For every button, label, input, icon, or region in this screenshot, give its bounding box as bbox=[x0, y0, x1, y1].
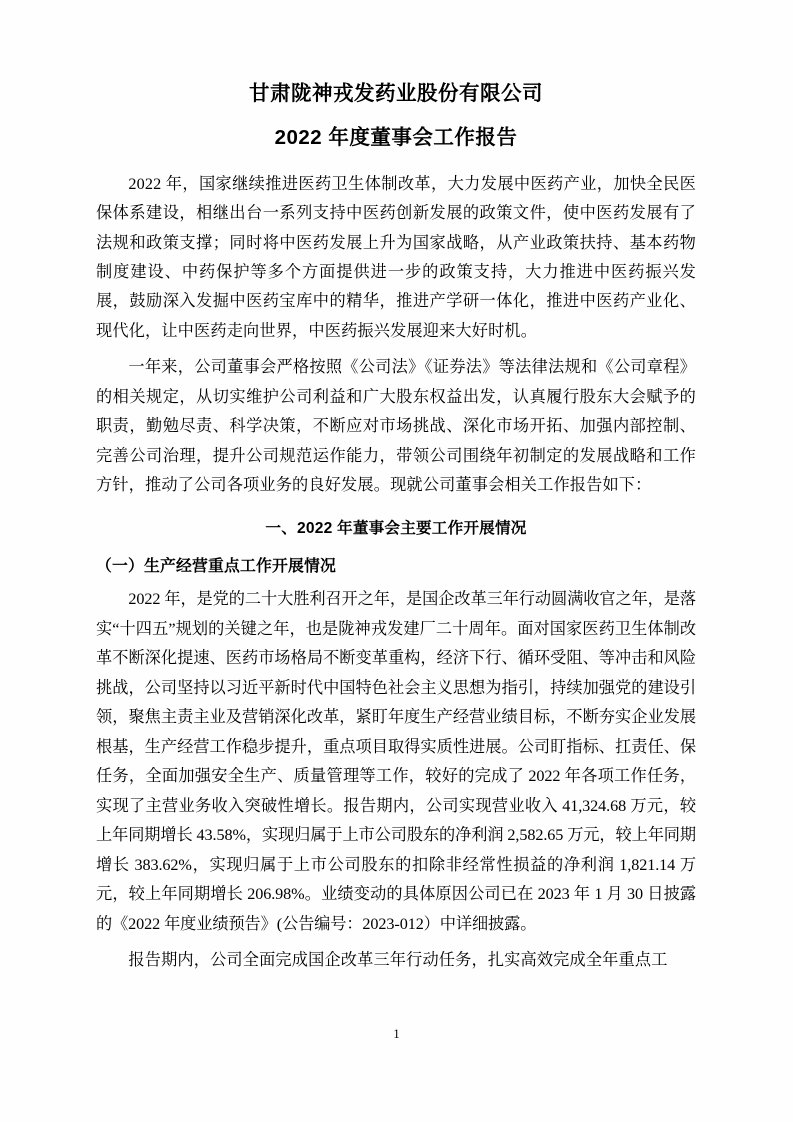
paragraph-spacer bbox=[96, 346, 696, 353]
document-title-line2: 2022 年度董事会工作报告 bbox=[274, 125, 518, 149]
paragraph-operations-performance: 2022 年，是党的二十大胜利召开之年，是国企改革三年行动圆满收官之年，是落实“十四五”规划的关键之年，也是陇神戎发建厂二十周年。面对国家医药卫生体制改革不断深化提速、医药市场格局不断变革重构，经济下行、循环受阻、等冲击和风险挑战，公司坚持以习近平新时代中国特色社会主义思想为指引，持续加强党的建设引领，聚焦主责主业及营销深化改革，紧盯年度生产经营业绩目标，不断夯实企业发展根基，生产经营工作稳步提升，重点项目取得实质性进展。公司盯指标、扛责任、保任务，全面加强安全生产、质量管理等工作，较好的完成了 2022 年各项工作任务，实现了主营业务收入突破性增长。报告期内，公司实现营业收入 41,324.68 万元，较上年同期增长 43.58%，实现归属于上市公司股东的净利润 2,582.65 万元，较上年同期增长 383.62%，实现归属于上市公司股东的扣除非经常性损益的净利润 1,821.14 万元，较上年同期增长 206.98%。业绩变动的具体原因公司已在 2023 年 1 月 30 日披露的《2022 年度业绩预告》(公告编号：2023-012）中详细披露。 bbox=[96, 590, 696, 933]
document-body bbox=[96, 78, 696, 976]
subsection-heading-operations: （一）生产经营重点工作开展情况 bbox=[96, 557, 336, 575]
paragraph-reform-tasks: 报告期内，公司全面完成国企改革三年行动任务，扎实高效完成全年重点工 bbox=[128, 951, 668, 970]
paragraph-spacer-2 bbox=[96, 939, 696, 946]
section-heading-board-work: 一、2022 年董事会主要工作开展情况 bbox=[265, 519, 527, 537]
paragraph-intro-policy: 2022 年，国家继续推进医药卫生体制改革，大力发展中医药产业，加快全民医保体系建设，相继出台一系列支持中医药创新发展的政策文件，使中医药发展有了法规和政策支撑；同时将中医药发展上升为国家战略，从产业政策扶持、基本药物制度建设、中药保护等多个方面提供进一步的政策支持，大力推进中医药振兴发展，鼓励深入发掘中医药宝库中的精华，推进产学研一体化，推进中医药产业化、现代化，让中医药走向世界，中医药振兴发展迎来大好时机。 bbox=[96, 174, 696, 340]
paragraph-board-duties: 一年来，公司董事会严格按照《公司法》《证券法》等法律法规和《公司章程》 的相关规定，从切实维护公司利益和广大股东权益出发，认真履行股东大会赋予的职责，勤勉尽责、科学决策，不断应对市场挑战、深化市场开拓、加强内部控制、完善公司治理，提升公司规范运作能力，带领公司围绕年初制定的发展战略和工作方针，推动了公司各项业务的良好发展。现就公司董事会相关工作报告如下： bbox=[96, 358, 696, 495]
document-title-line1: 甘肃陇神戎发药业股份有限公司 bbox=[249, 82, 543, 105]
page-number: 1 bbox=[393, 1027, 400, 1041]
